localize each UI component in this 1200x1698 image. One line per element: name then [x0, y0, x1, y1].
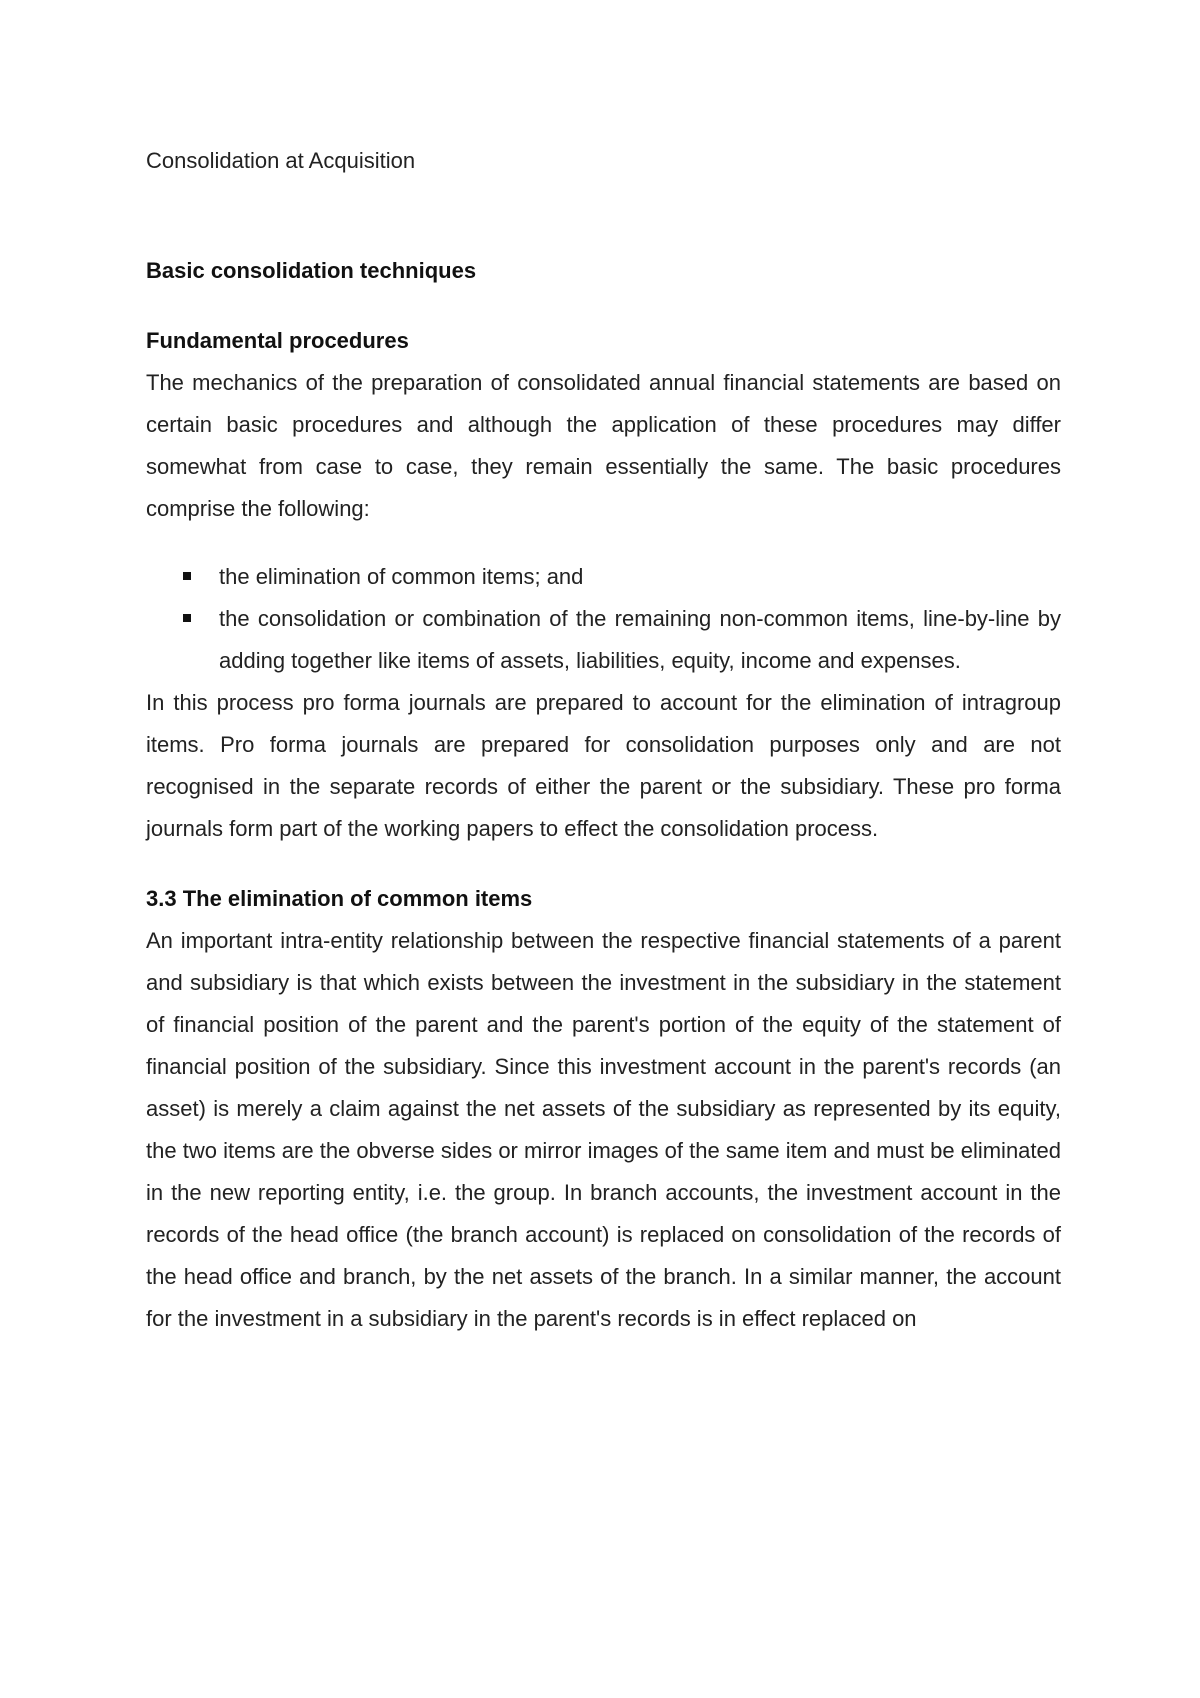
document-title: Consolidation at Acquisition — [146, 148, 416, 173]
paragraph-pro-forma-journals: In this process pro forma journals are prepared to account for the elimination of intragroup items. Pro forma journals are prepared for consolidation purposes only and are not recognised in the separate records of either the parent or the subsidiary. These pro forma journals form part of the working papers to effect the consolidation process. — [146, 690, 1061, 841]
square-bullet-icon — [183, 572, 191, 580]
document-page — [146, 140, 1061, 1340]
list-item — [146, 598, 1061, 682]
heading-elimination-of-common-items: 3.3 The elimination of common items — [146, 886, 533, 911]
list-item-text: the elimination of common items; and — [219, 564, 584, 589]
square-bullet-icon — [183, 614, 191, 622]
heading-basic-consolidation-techniques: Basic consolidation techniques — [146, 258, 477, 283]
list-item-text: the consolidation or combination of the remaining non-common items, line-by-line by adding together like items of assets, liabilities, equity, income and expenses. — [219, 606, 1061, 673]
heading-fundamental-procedures: Fundamental procedures — [146, 328, 409, 353]
bullet-list-procedures — [146, 556, 1061, 682]
paragraph-mechanics: The mechanics of the preparation of consolidated annual financial statements are based on certain basic procedures and although the application of these procedures may differ somewhat from case to case, they remain essentially the same. The basic procedures comprise the following: — [146, 370, 1061, 521]
list-item — [146, 556, 1061, 598]
paragraph-intra-entity-relationship: An important intra-entity relationship between the respective financial statements of a parent and subsidiary is that which exists between the investment in the subsidiary in the statement of financial position of the parent and the parent's portion of the equity of the statement of financial position of the subsidiary. Since this investment account in the parent's records (an asset) is merely a claim against the net assets of the subsidiary as represented by its equity, the two items are the obverse sides or mirror images of the same item and must be eliminated in the new reporting entity, i.e. the group. In branch accounts, the investment account in the records of the head office (the branch account) is replaced on consolidation of the records of the head office and branch, by the net assets of the branch. In a similar manner, the account for the investment in a subsidiary in the parent's records is in effect replaced on — [146, 928, 1061, 1331]
